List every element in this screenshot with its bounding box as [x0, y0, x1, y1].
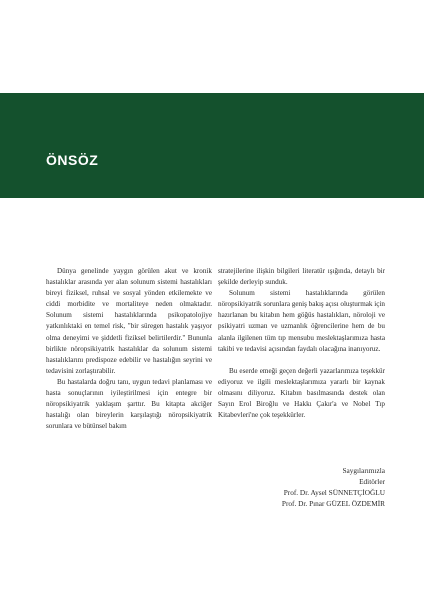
paragraph: Solunum sistemi hastalıklarında görülen nöropsikiyatrik sorunlara geniş bakış açısı oluşturmak için hazırlanan bu kitabın hem göğüs hastalıkları, nöroloji ve psikiyatri uzman ve uzmanlık öğrencilerine hem de bu alanla ilgilenen tüm tıp mensubu meslektaşlarımıza hasta takibi ve tedavisi açısından faydalı olacağına inanıyoruz. — [218, 289, 385, 353]
editor-name: Prof. Dr. Aysel SÜNNETÇİOĞLU — [283, 488, 385, 498]
closing-text: Saygılarımızla — [342, 466, 385, 475]
page-title: ÖNSÖZ — [46, 152, 99, 168]
paragraph: Bu eserde emeği geçen değerli yazarlarımıza teşekkür ediyoruz ve ilgili meslektaşlarımıza yararlı bir kaynak olmasını diliyoruz. Kitabın basılmasında destek olan Sayın Erol Biroğlu ve Hakkı Çakır'a ve Nobel Tıp Kitabevleri'ne çok teşekkürler. — [218, 366, 385, 420]
paragraph: Dünya genelinde yaygın görülen akut ve kronik hastalıklar arasında yer alan solunum sistemi hastalıkları bireyi fiziksel, ruhsal ve sosyal yönden etkilemekte ve ciddi morbidite ve mortaliteye neden olmaktadır. Solunum sistemi hastalıklarında psikopatolojiye yatkınlıktaki en temel risk, "bir süregen hastalık yaşıyor olma deneyimi ve şiddetli fiziksel belirtilerdir." Bununla birlikte nöropsikiyatrik hastalıklar da solunum sistemi hastalıklarını predispoze edebilir ve hastalığın seyrini ve tedavisini zorlaştırabilir. — [46, 267, 212, 375]
paragraph: Bu hastalarda doğru tanı, uygun tedavi planlaması ve hasta sonuçlarının iyileştirilmesi için entegre bir nöropsikiyatrik yaklaşım şarttır. Bu kitapta akciğer hastalığı olan bireylerin karşılaştığı nöropsikiyatrik sorunlara ve bütünsel bakım — [46, 377, 212, 431]
right-text-column — [218, 266, 385, 421]
signature-block — [228, 465, 385, 509]
title-banner — [0, 93, 424, 198]
editor-name: Prof. Dr. Pınar GÜZEL ÖZDEMİR — [281, 499, 385, 509]
paragraph: stratejilerine ilişkin bilgileri literatür ışığında, detaylı bir şekilde derleyip sunduk. — [218, 267, 385, 287]
left-text-column — [46, 266, 212, 432]
editors-role: Editörler — [359, 477, 385, 487]
